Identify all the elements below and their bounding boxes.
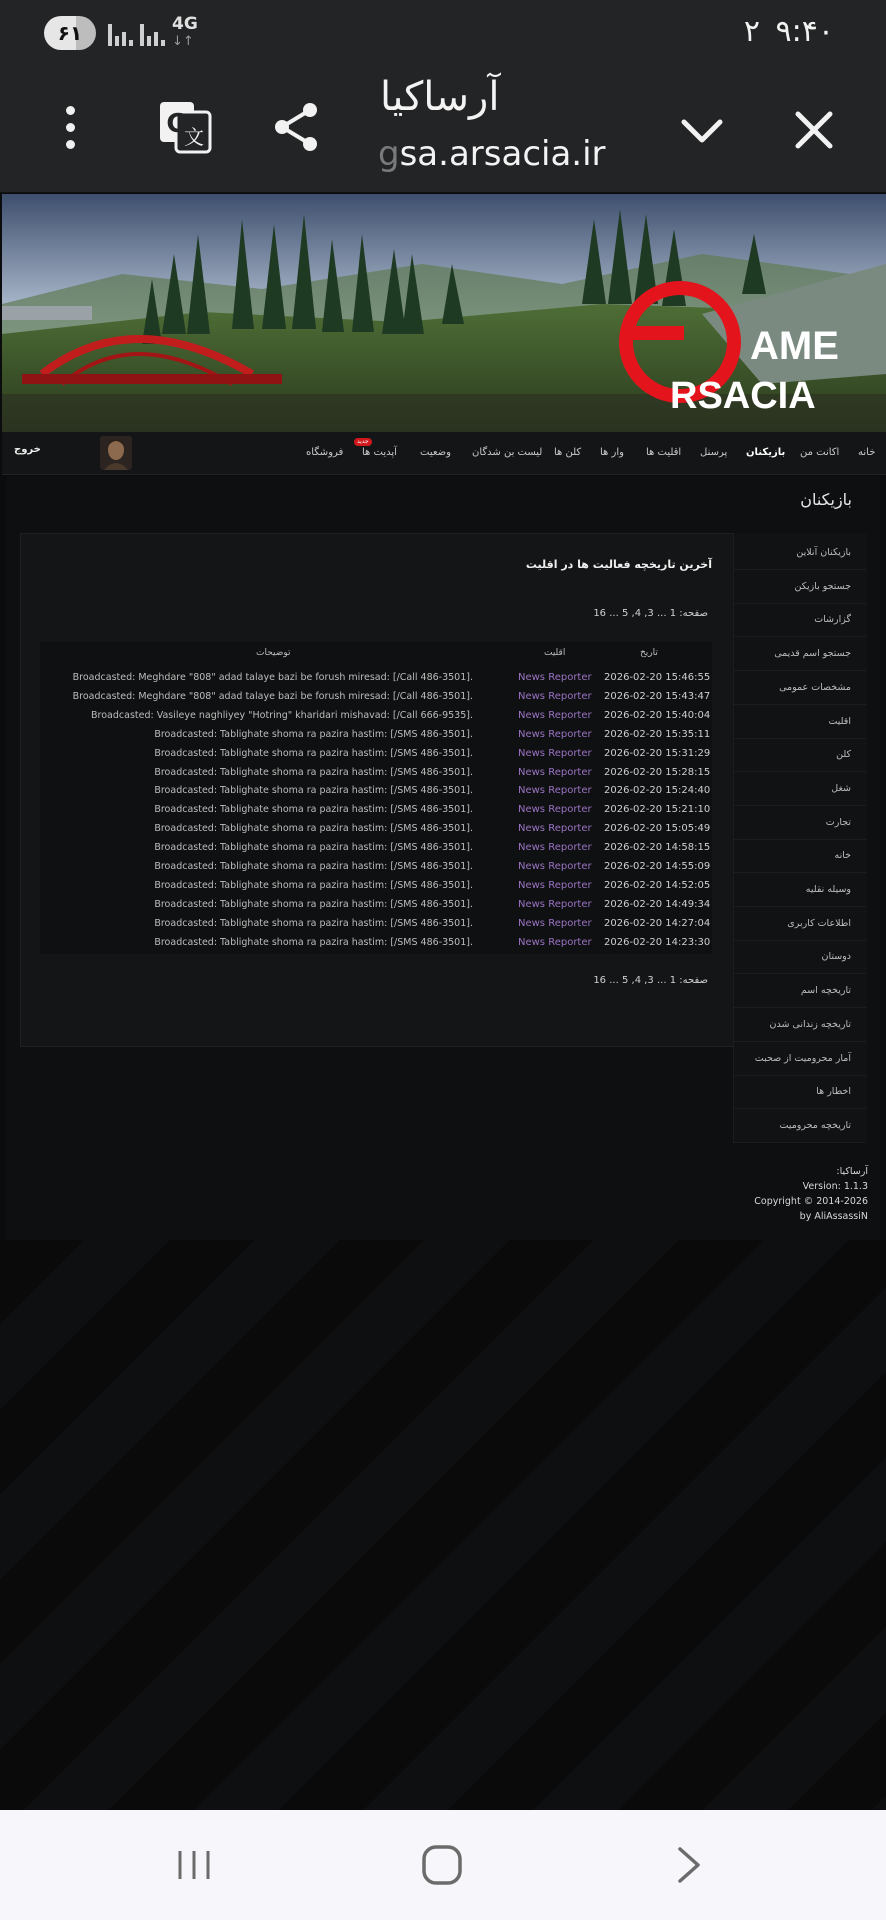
translate-icon[interactable] <box>158 100 212 154</box>
row-date: 2026-02-20 14:49:34 <box>604 898 711 910</box>
row-faction[interactable]: News Reporter <box>518 785 592 797</box>
sidebar-item[interactable]: دوستان <box>821 951 851 963</box>
battery-indicator: ۶۱ <box>44 16 96 50</box>
row-description: Broadcasted: Tablighate shoma ra pazira hastim: [/SMS 486-3501]. <box>154 898 473 910</box>
avatar[interactable] <box>100 436 132 470</box>
logout-link[interactable]: خروج <box>14 444 41 455</box>
row-description: Broadcasted: Tablighate shoma ra pazira hastim: [/SMS 486-3501]. <box>154 917 473 929</box>
back-icon[interactable] <box>668 1843 712 1887</box>
banner-logo-line1: AME <box>750 324 839 368</box>
nav-item-players[interactable]: بازیکنان <box>746 447 786 458</box>
row-faction[interactable]: News Reporter <box>518 672 592 683</box>
sidebar-divider <box>733 805 866 806</box>
sidebar-divider <box>733 636 866 637</box>
svg-text:G: G <box>166 109 188 139</box>
sidebar-item[interactable]: شغل <box>831 782 851 794</box>
page-background <box>0 1240 886 1810</box>
row-faction[interactable]: News Reporter <box>518 747 592 759</box>
row-date: 2026-02-20 15:46:55 <box>604 672 711 683</box>
sidebar-divider <box>733 1108 866 1109</box>
row-description: Broadcasted: Tablighate shoma ra pazira hastim: [/SMS 486-3501]. <box>154 785 473 797</box>
row-date: 2026-02-20 14:52:05 <box>604 879 711 891</box>
nav-item-status[interactable]: وضعیت <box>420 447 451 458</box>
banner-logo-line2: RSACIA <box>670 375 816 417</box>
home-icon[interactable] <box>420 1843 464 1887</box>
page-url[interactable]: gsa.arsacia.ir <box>378 134 606 174</box>
sidebar-divider <box>733 1075 866 1076</box>
sidebar-item[interactable]: اخطار ها <box>816 1086 851 1098</box>
row-faction[interactable]: News Reporter <box>518 823 592 835</box>
sidebar-item[interactable]: بازیکنان آنلاین <box>796 547 851 558</box>
row-date: 2026-02-20 15:05:49 <box>604 823 711 835</box>
nav-item-staff[interactable]: پرسنل <box>700 447 728 458</box>
row-faction[interactable]: News Reporter <box>518 898 592 910</box>
row-date: 2026-02-20 14:58:15 <box>604 842 711 854</box>
sidebar-item[interactable]: تاریخچه محرومیت <box>779 1119 851 1131</box>
row-description: Broadcasted: Tablighate shoma ra pazira hastim: [/SMS 486-3501]. <box>154 766 473 778</box>
nav-item-banlist[interactable]: لیست بن شدگان <box>472 447 543 458</box>
sidebar-item[interactable]: وسیله نقلیه <box>805 884 851 895</box>
browser-toolbar <box>0 62 886 193</box>
sidebar-item[interactable]: مشخصات عمومی <box>779 681 851 693</box>
sim-indicator: ۲ <box>743 14 760 49</box>
row-faction[interactable]: News Reporter <box>518 842 592 854</box>
row-faction[interactable]: News Reporter <box>518 861 592 872</box>
pagination-top[interactable]: صفحه: 1 ... 3, 4, 5 ... 16 <box>593 608 708 619</box>
sidebar-divider <box>733 1142 866 1143</box>
site-footer <box>754 1164 868 1224</box>
row-description: Broadcasted: Tablighate shoma ra pazira hastim: [/SMS 486-3501]. <box>154 842 473 854</box>
row-description: Broadcasted: Tablighate shoma ra pazira hastim: [/SMS 486-3501]. <box>154 879 473 891</box>
row-date: 2026-02-20 15:28:15 <box>604 766 711 778</box>
row-date: 2026-02-20 15:31:29 <box>604 747 711 759</box>
status-bar <box>0 0 886 62</box>
sidebar-divider <box>733 704 866 705</box>
row-date: 2026-02-20 14:55:09 <box>604 861 711 872</box>
sidebar-divider <box>733 973 866 974</box>
sidebar-item[interactable]: کلن <box>836 749 851 761</box>
row-date: 2026-02-20 15:24:40 <box>604 785 711 797</box>
sidebar-item[interactable]: جستجو بازیکن <box>794 580 851 592</box>
row-date: 2026-02-20 15:40:04 <box>604 709 711 721</box>
sidebar-divider <box>733 1041 866 1042</box>
sidebar-divider <box>733 738 866 739</box>
sidebar-item[interactable]: جستجو اسم قدیمی <box>774 648 851 660</box>
nav-item-clans[interactable]: کلن ها <box>554 447 582 458</box>
nav-item-my-account[interactable]: اکانت من <box>800 447 840 458</box>
row-description: Broadcasted: Tablighate shoma ra pazira hastim: [/SMS 486-3501]. <box>154 804 473 816</box>
recent-apps-icon[interactable] <box>172 1843 216 1887</box>
menu-dots-icon[interactable] <box>64 106 76 150</box>
row-faction[interactable]: News Reporter <box>518 936 592 948</box>
row-date: 2026-02-20 15:35:11 <box>604 728 711 740</box>
row-faction[interactable]: News Reporter <box>518 766 592 778</box>
row-description: Broadcasted: Vasileye naghliyey "Hotring" kharidari mishavad: [/Call 666-9535]. <box>91 709 473 721</box>
row-faction[interactable]: News Reporter <box>518 804 592 816</box>
sidebar-item[interactable]: اقلیت <box>828 715 851 727</box>
nav-item-factions[interactable]: اقلیت ها <box>646 447 682 458</box>
sidebar-item[interactable]: گزارشات <box>814 614 851 626</box>
sidebar-item[interactable]: خانه <box>834 850 851 862</box>
sidebar-divider <box>733 839 866 840</box>
column-header-faction: اقلیت <box>544 648 566 658</box>
sidebar-item[interactable]: تاریخچه اسم <box>800 985 851 997</box>
sidebar-divider <box>733 940 866 941</box>
row-faction[interactable]: News Reporter <box>518 690 592 702</box>
activity-title: آخرین تاریخچه فعالیت ها در اقلیت <box>525 558 712 571</box>
new-badge: جدید <box>354 438 372 446</box>
row-description: Broadcasted: Meghdare "808" adad talaye bazi be forush miresad: [/Call 486-3501]. <box>72 690 473 702</box>
share-icon[interactable] <box>270 100 324 154</box>
sidebar-divider <box>733 872 866 873</box>
row-description: Broadcasted: Tablighate shoma ra pazira hastim: [/SMS 486-3501]. <box>154 747 473 759</box>
nav-item-home[interactable]: خانه <box>858 447 876 458</box>
sidebar-item[interactable]: اطلاعات کاربری <box>787 917 851 929</box>
sidebar-item[interactable]: آمار محرومیت از صحبت <box>754 1052 851 1064</box>
column-header-date: تاریخ <box>640 648 658 658</box>
footer-copyright: Copyright © 2014-2026 <box>754 1196 868 1207</box>
network-type: 4G ↓↑ <box>172 14 198 49</box>
row-description: Broadcasted: Tablighate shoma ra pazira hastim: [/SMS 486-3501]. <box>154 936 473 948</box>
row-date: 2026-02-20 15:21:10 <box>604 804 711 816</box>
data-arrows-icon: ↓↑ <box>172 34 194 49</box>
row-description: Broadcasted: Tablighate shoma ra pazira hastim: [/SMS 486-3501]. <box>154 728 473 740</box>
row-date: 2026-02-20 15:43:47 <box>604 690 711 702</box>
sidebar-item[interactable]: تاریخچه زندانی شدن <box>769 1018 851 1030</box>
sidebar-divider <box>733 906 866 907</box>
row-faction[interactable]: News Reporter <box>518 709 592 721</box>
site-banner <box>2 194 886 432</box>
footer-version: Version: 1.1.3 <box>802 1181 868 1192</box>
row-date: 2026-02-20 14:23:30 <box>604 936 711 948</box>
signal-icon <box>108 22 133 46</box>
sidebar-divider <box>733 670 866 671</box>
sidebar-item[interactable]: تجارت <box>825 816 851 828</box>
nav-item-wars[interactable]: وار ها <box>600 447 624 458</box>
svg-text:文: 文 <box>184 125 204 149</box>
sidebar-divider <box>733 771 866 772</box>
footer-author: by AliAssassiN <box>799 1211 868 1222</box>
signal-icon-2 <box>140 22 165 46</box>
row-date: 2026-02-20 14:27:04 <box>604 917 711 929</box>
sidebar-divider <box>733 569 866 570</box>
section-title: بازیکنان <box>800 490 852 509</box>
pagination-bottom[interactable]: صفحه: 1 ... 3, 4, 5 ... 16 <box>593 975 708 986</box>
nav-item-updates[interactable]: آپدیت ها <box>362 447 397 458</box>
row-description: Broadcasted: Tablighate shoma ra pazira hastim: [/SMS 486-3501]. <box>154 823 473 835</box>
chevron-down-icon[interactable] <box>676 104 728 156</box>
column-header-description: توضیحات <box>256 648 291 658</box>
row-faction[interactable]: News Reporter <box>518 879 592 891</box>
site-navbar <box>2 432 886 475</box>
page-title: آرساکیا <box>380 74 500 120</box>
nav-item-shop[interactable]: فروشگاه <box>306 447 344 458</box>
row-description: Broadcasted: Meghdare "808" adad talaye bazi be forush miresad: [/Call 486-3501]. <box>72 672 473 683</box>
row-description: Broadcasted: Tablighate shoma ra pazira hastim: [/SMS 486-3501]. <box>154 861 473 872</box>
close-icon[interactable] <box>788 104 840 156</box>
banner-landscape <box>2 194 886 432</box>
status-clock: ۹:۴۰ <box>775 14 834 49</box>
sidebar-divider <box>733 1007 866 1008</box>
sidebar-divider <box>733 603 866 604</box>
footer-site-name: آرساکیا: <box>836 1166 868 1177</box>
row-faction[interactable]: News Reporter <box>518 728 592 740</box>
row-faction[interactable]: News Reporter <box>518 917 592 929</box>
